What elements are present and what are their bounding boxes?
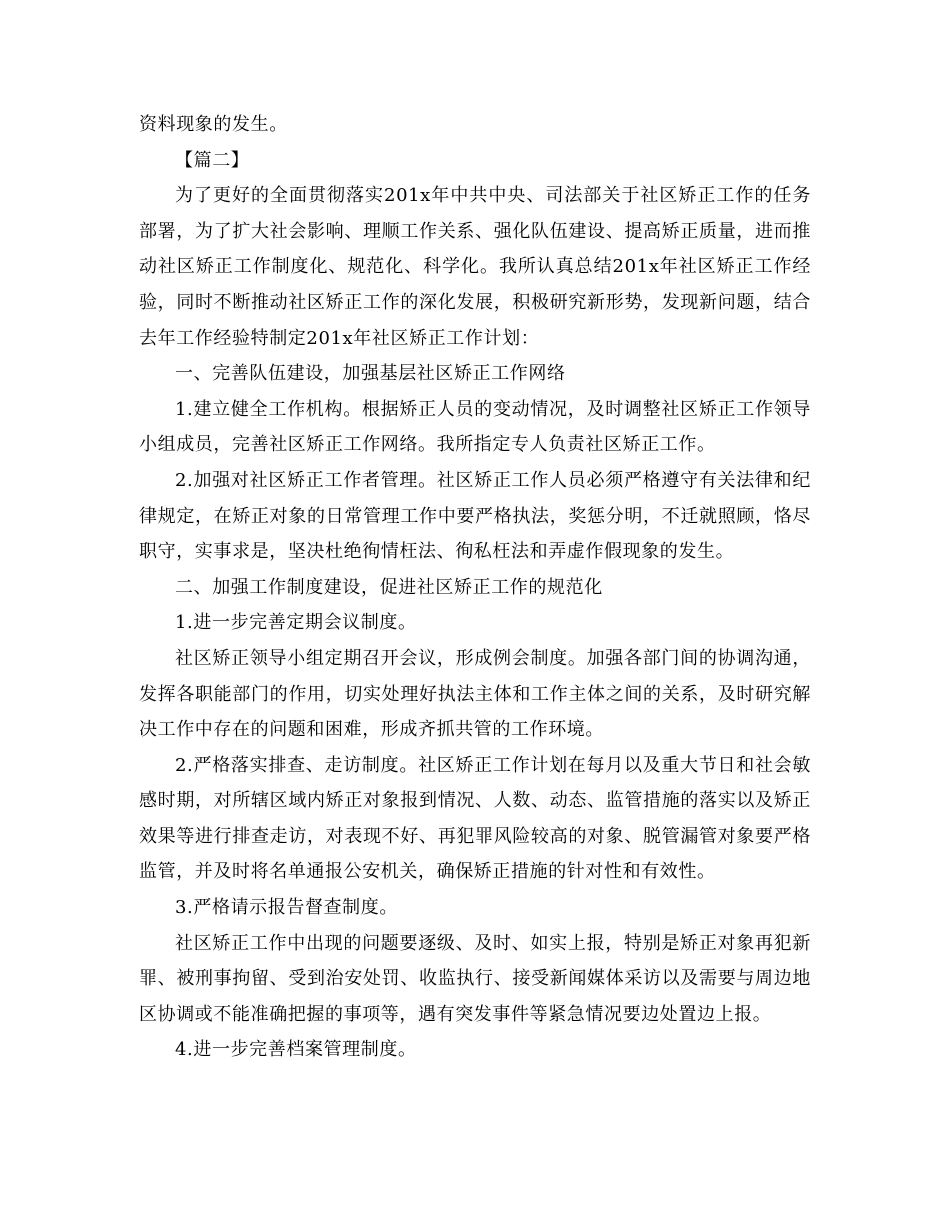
paragraph-2-1-body: 社区矫正领导小组定期召开会议，形成例会制度。加强各部门间的协调沟通，发挥各职能部门的作用，切实处理好执法主体和工作主体之间的关系，及时研究解决工作中存在的问题和困难，形成齐抓共管的工作环境。 [139,647,811,741]
paragraph-continuation: 资料现象的发生。 [139,114,288,135]
paragraph-2-3-title: 3.严格请示报告督查制度。 [175,897,398,919]
paragraph-2-1-title: 1.进一步完善定期会议制度。 [175,612,417,634]
paragraph-1-2: 2.加强对社区矫正工作者管理。社区矫正工作人员必须严格遵守有关法律和纪律规定，在矫正对象的日常管理工作中要严格执法，奖惩分明，不迁就照顾，恪尽职守，实事求是，坚决杜绝徇情枉法、徇私枉法和弄虚作假现象的发生。 [139,469,811,563]
paragraph-1-1: 1.建立健全工作机构。根据矫正人员的变动情况，及时调整社区矫正工作领导小组成员，完善社区矫正工作网络。我所指定专人负责社区矫正工作。 [139,398,811,456]
heading-one: 一、完善队伍建设，加强基层社区矫正工作网络 [175,363,566,385]
paragraph-2-4-title: 4.进一步完善档案管理制度。 [175,1039,417,1061]
section-heading-part-two: 【篇二】 [175,149,250,171]
paragraph-intro: 为了更好的全面贯彻落实201x年中共中央、司法部关于社区矫正工作的任务部署，为了扩大社会影响、理顺工作关系、强化队伍建设、提高矫正质量，进而推动社区矫正工作制度化、规范化、科学化。我所认真总结201x年社区矫正工作经验，同时不断推动社区矫正工作的深化发展，积极研究新形势，发现新问题，结合去年工作经验特制定201x年社区矫正工作计划： [139,185,811,349]
paragraph-2-3-body: 社区矫正工作中出现的问题要逐级、及时、如实上报，特别是矫正对象再犯新罪、被刑事拘留、受到治安处罚、收监执行、接受新闻媒体采访以及需要与周边地区协调或不能准确把握的事项等，遇有突发事件等紧急情况要边处置边上报。 [139,932,811,1025]
heading-two: 二、加强工作制度建设，促进社区矫正工作的规范化 [175,576,603,598]
document-page [139,107,811,1068]
paragraph-2-2: 2.严格落实排查、走访制度。社区矫正工作计划在每月以及重大节日和社会敏感时期，对所辖区域内矫正对象报到情况、人数、动态、监管措施的落实以及矫正效果等进行排查走访，对表现不好、再犯罪风险较高的对象、脱管漏管对象要严格监管，并及时将名单通报公安机关，确保矫正措施的针对性和有效性。 [139,754,811,883]
